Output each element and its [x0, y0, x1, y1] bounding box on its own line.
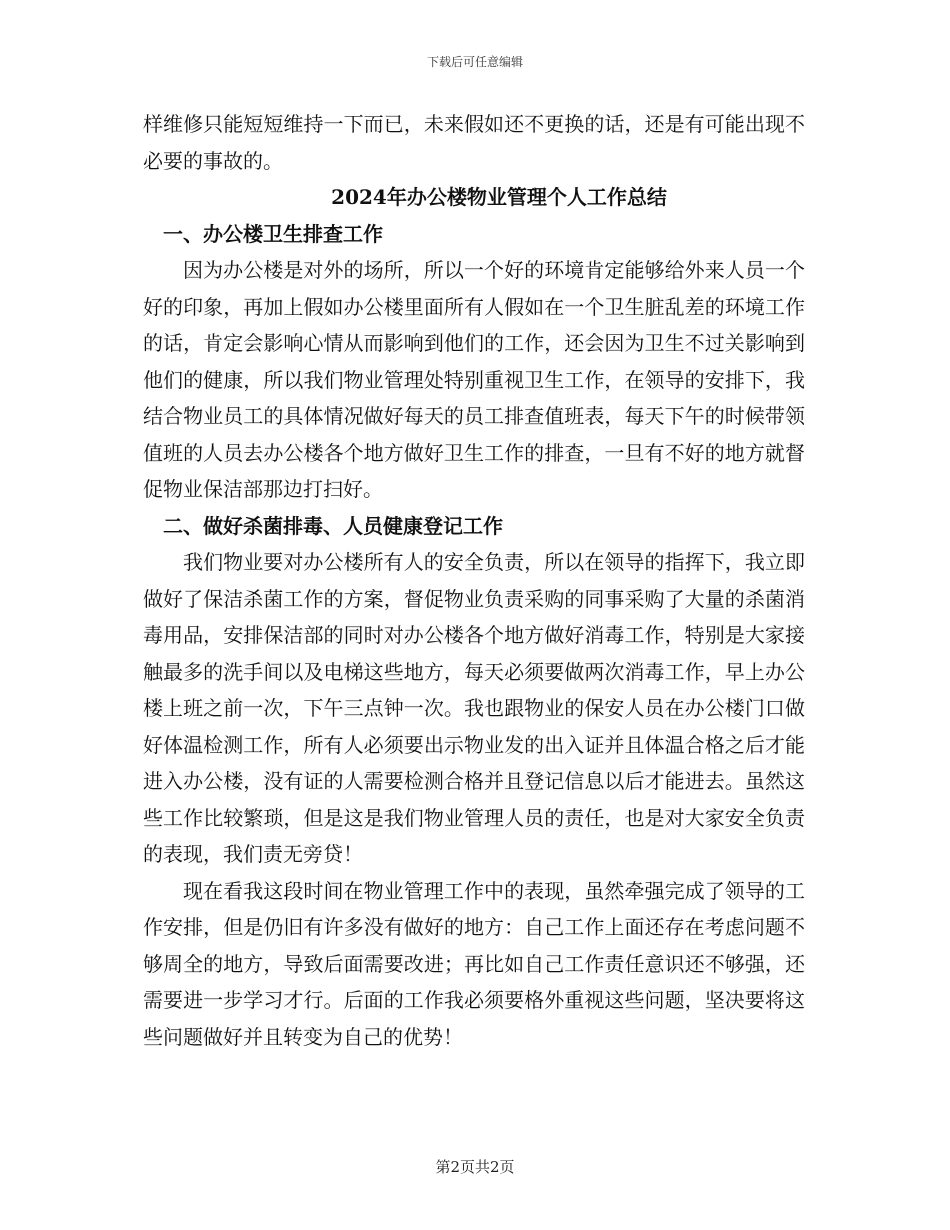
- continuation-paragraph: 样维修只能短短维持一下而已，未来假如还不更换的话，还是有可能出现不必要的事故的。: [143, 112, 805, 173]
- section-2-heading: 二、做好杀菌排毒、人员健康登记工作: [163, 513, 503, 538]
- section-1-heading: 一、办公楼卫生排查工作: [163, 221, 383, 246]
- document-body: [143, 106, 805, 1055]
- page-number: 第2页共2页: [435, 1158, 515, 1176]
- section-2-paragraph: 我们物业要对办公楼所有人的安全负责，所以在领导的指挥下，我立即做好了保洁杀菌工作的方案，督促物业负责采购的同事采购了大量的杀菌消毒用品，安排保洁部的同时对办公楼各个地方做好消毒工作，特别是大家接触最多的洗手间以及电梯这些地方，每天必须要做两次消毒工作，早上办公楼上班之前一次，下午三点钟一次。我也跟物业的保安人员在办公楼门口做好体温检测工作，所有人必须要出示物业发的出入证并且体温合格之后才能进入办公楼，没有证的人需要检测合格并且登记信息以后才能进去。虽然这些工作比较繁琐，但是这是我们物业管理人员的责任，也是对大家安全负责的表现，我们责无旁贷！: [143, 550, 805, 866]
- closing-paragraph: 现在看我这段时间在物业管理工作中的表现，虽然牵强完成了领导的工作安排，但是仍旧有许多没有做好的地方：自己工作上面还存在考虑问题不够周全的地方，导致后面需要改进；再比如自己工作责任意识还不够强，还需要进一步学习才行。后面的工作我必须要格外重视这些问题，坚决要将这些问题做好并且转变为自己的优势！: [143, 878, 805, 1049]
- section-1-paragraph: 因为办公楼是对外的场所，所以一个好的环境肯定能够给外来人员一个好的印象，再加上假如办公楼里面所有人假如在一个卫生脏乱差的环境工作的话，肯定会影响心情从而影响到他们的工作，还会因为卫生不过关影响到他们的健康，所以我们物业管理处特别重视卫生工作，在领导的安排下，我结合物业员工的具体情况做好每天的员工排查值班表，每天下午的时候带领值班的人员去办公楼各个地方做好卫生工作的排查，一旦有不好的地方就督促物业保洁部那边打扫好。: [143, 258, 805, 501]
- page-header: 下载后可任意编辑: [426, 55, 523, 69]
- document-title: 2024年办公楼物业管理个人工作总结: [331, 185, 667, 209]
